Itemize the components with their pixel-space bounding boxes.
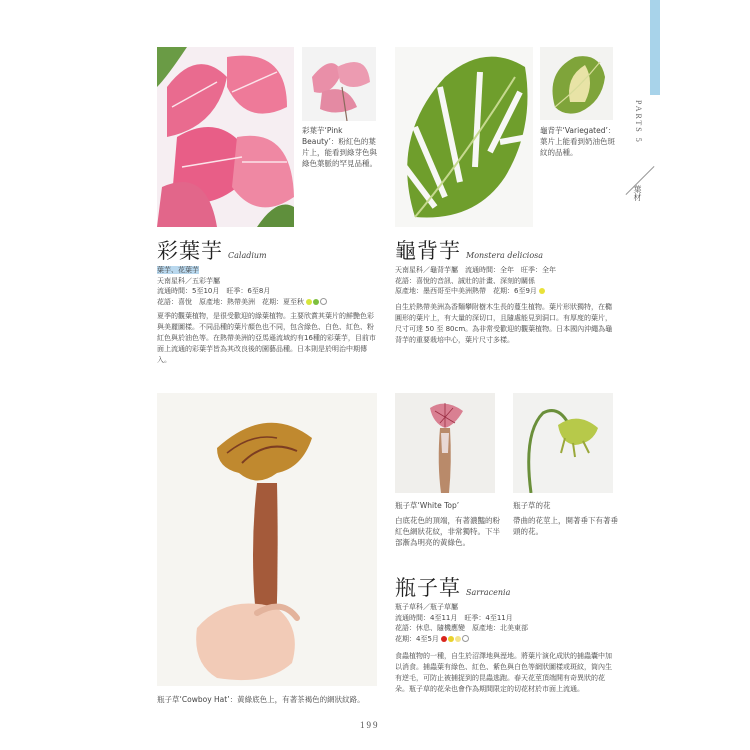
sarracenia-cowboy-hat-caption: 瓶子草‘Cowboy Hat’：黃綠底色上，有著茶褐色的網狀紋路。 bbox=[157, 695, 365, 704]
sarracenia-meta-line: 花語：休息、隨機應變 原產地：北美東部 bbox=[395, 624, 528, 632]
caladium-heading bbox=[157, 235, 267, 265]
sarracenia-body: 食蟲植物的一種，自生於沼澤地與溼地。將葉片演化成狀的捕蟲囊中加以消食。捕蟲葉有綠色、紅色、紫色與白色等網狀圖樣或斑紋，筒內生有逆毛，可防止被捕捉到的昆蟲逃跑。春天花莖頂端開有奇異狀的花朵。瓶子草的花朵也會作為期間限定的切花材於市面上流通。 bbox=[395, 652, 612, 693]
sarracenia-cowboy-hat-photo bbox=[157, 393, 377, 686]
page-number: 199 bbox=[360, 720, 380, 730]
monstera-meta-line: 花語：喜悅的音訊、誠壯的計畫、深刻的關係 bbox=[395, 276, 535, 285]
monstera-variegated-caption: 龜背芋‘Variegated’：葉片上能看到奶油色斑紋的品種。 bbox=[540, 126, 616, 157]
sidebar-accent-bar bbox=[650, 0, 660, 95]
sarracenia-meta-line: 瓶子草科／瓶子草屬 bbox=[395, 603, 458, 611]
caladium-pink-beauty-caption: 彩葉芋‘Pink Beauty’：粉紅色的葉片上，能看到綠芽色與綠色葉脈的罕見品種。 bbox=[302, 126, 377, 168]
sarracenia-latin: Sarracenia bbox=[466, 588, 511, 597]
monstera-meta bbox=[395, 265, 556, 297]
monstera-heading bbox=[395, 235, 543, 265]
caladium-large-photo bbox=[157, 47, 294, 227]
monstera-meta-line: 原產地：墨西哥至中美洲熱帶 花期：6至9月 bbox=[395, 287, 537, 295]
color-dot bbox=[306, 299, 312, 305]
sarracenia-meta-line: 流通時間：4至11月 旺季：4至11月 bbox=[395, 613, 513, 622]
monstera-variegated-photo bbox=[540, 47, 613, 120]
caladium-title: 彩葉芋 bbox=[157, 239, 223, 263]
caladium-meta bbox=[157, 265, 328, 307]
monstera-meta-line: 天南星科／龜背芋屬 流通時間：全年 旺季：全年 bbox=[395, 266, 556, 274]
color-dot bbox=[313, 299, 319, 305]
sarracenia-title: 瓶子草 bbox=[395, 576, 461, 600]
white-top-caption-block bbox=[395, 500, 500, 548]
color-dot bbox=[441, 636, 447, 642]
section-label: 葉材 bbox=[633, 185, 642, 201]
sarracenia-meta-line: 花期：4至5月 bbox=[395, 634, 439, 643]
caladium-latin: Caladium bbox=[228, 251, 267, 260]
flower-caption-text: 帶曲的花莖上，開著垂下有著垂頭的花。 bbox=[513, 516, 618, 536]
sarracenia-flower-photo bbox=[513, 393, 613, 493]
caladium-tag: 葉芋、花葉芋 bbox=[157, 266, 199, 274]
caladium-meta-line: 花語：喜悅 原產地：熱帶美洲 花期：夏至秋 bbox=[157, 297, 304, 306]
monstera-body: 自生於熱帶美洲為香麵攀附樹木生長的蔓生植物。葉片形狀獨特，在橢圓形的葉片上，有大量的深切口，且隨處能見到洞口。有厚度的葉片，尺寸可達 50 至 80cm。為非常受歡迎的觀葉植物。日本國內沖繩為龜背芋的重要栽培中心，葉片尺寸多樣。 bbox=[395, 303, 613, 344]
monstera-latin: Monstera deliciosa bbox=[466, 251, 544, 260]
parts-label: PARTS 5 bbox=[634, 100, 643, 144]
caladium-meta-line: 天南星科／五彩芋屬 bbox=[157, 276, 220, 285]
white-top-caption-text: 白底花色的頂端，有著濃豔的粉紅色網狀花紋，非常獨特。下半部漸為明亮的黃綠色。 bbox=[395, 516, 500, 547]
flower-caption-title: 瓶子草的花 bbox=[513, 501, 551, 510]
sarracenia-color-dots bbox=[441, 635, 470, 643]
caladium-body: 夏季的觀葉植物，是很受歡迎的綠葉植物。主要欣賞其葉片的鮮艷色彩與美麗圖樣。不同品種的葉片顏色也不同，包含綠色、白色、紅色、粉紅色與於油色等。在熱帶美洲的亞馬遜流域約有16種的彩葉芋，目前市面上流通的彩葉芋皆為其改良後的園藝品種。日本則是於明治中期傳入。 bbox=[157, 312, 376, 364]
sarracenia-meta bbox=[395, 602, 528, 644]
color-dot bbox=[455, 636, 461, 642]
sarracenia-heading bbox=[395, 572, 510, 602]
white-top-caption-title: 瓶子草‘White Top’ bbox=[395, 501, 460, 510]
caladium-meta-line: 流通時間：5至10月 旺季：6至8月 bbox=[157, 287, 271, 295]
color-dot bbox=[462, 635, 469, 642]
color-dot bbox=[448, 636, 454, 642]
monstera-large-photo bbox=[395, 47, 533, 227]
color-dot bbox=[539, 288, 545, 294]
monstera-title: 龜背芋 bbox=[395, 239, 461, 263]
caladium-color-dots bbox=[306, 298, 328, 306]
color-dot bbox=[320, 298, 327, 305]
caladium-pink-beauty-photo bbox=[302, 47, 376, 121]
sarracenia-white-top-photo bbox=[395, 393, 495, 493]
flower-caption-block bbox=[513, 500, 618, 537]
